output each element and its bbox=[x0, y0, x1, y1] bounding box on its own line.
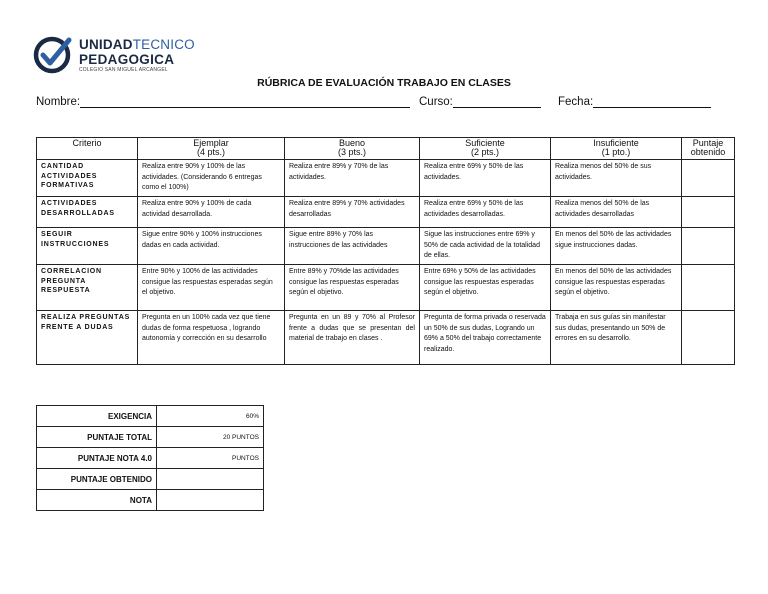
curso-field[interactable] bbox=[419, 95, 541, 108]
summary-row-exigencia bbox=[37, 406, 264, 427]
ejemplar-cell: Pregunta en un 100% cada vez que tiene dudas de forma respetuosa , logrando autonomía y corrección en su desarrollo bbox=[138, 311, 285, 365]
puntaje-cell[interactable] bbox=[682, 228, 735, 265]
puntaje-cell[interactable] bbox=[682, 265, 735, 311]
logo-colegio: COLEGIO SAN MIGUEL ARCANGEL bbox=[79, 67, 168, 73]
suficiente-cell: Pregunta de forma privada o reservada un 50% de sus dudas, Logrando un 69% a 50% del trabajo correctamente realizado. bbox=[420, 311, 551, 365]
logo-tecnico: TECNICO bbox=[132, 37, 195, 52]
header-ejemplar: Ejemplar (4 pts.) bbox=[138, 138, 285, 160]
bueno-cell: Entre 89% y 70%de las actividades consigue las respuestas esperadas según el objetivo. bbox=[285, 265, 420, 311]
curso-line[interactable] bbox=[453, 95, 541, 108]
criterio-cell: CANTIDAD ACTIVIDADES FORMATIVAS bbox=[37, 160, 138, 197]
fecha-label: Fecha: bbox=[558, 96, 594, 108]
table-row bbox=[37, 265, 735, 311]
table-row bbox=[37, 228, 735, 265]
logo-unidad: UNIDAD bbox=[79, 37, 133, 52]
insuficiente-cell: En menos del 50% de las actividades consigue las respuestas esperadas según el objetivo. bbox=[551, 265, 682, 311]
summary-row-nota bbox=[37, 490, 264, 511]
criterio-cell: CORRELACION PREGUNTA RESPUESTA bbox=[37, 265, 138, 311]
puntaje-total-value: 20 PUNTOS bbox=[157, 427, 264, 448]
puntaje-cell[interactable] bbox=[682, 197, 735, 228]
summary-row-puntaje-obtenido bbox=[37, 469, 264, 490]
fecha-line[interactable] bbox=[593, 95, 711, 108]
curso-label: Curso: bbox=[419, 96, 453, 108]
nombre-label: Nombre: bbox=[36, 96, 81, 108]
criterio-cell: SEGUIR INSTRUCCIONES bbox=[37, 228, 138, 265]
table-row bbox=[37, 160, 735, 197]
insuficiente-cell: Realiza menos del 50% de las actividades desarrolladas bbox=[551, 197, 682, 228]
insuficiente-cell: Realiza menos del 50% de sus actividades. bbox=[551, 160, 682, 197]
puntaje-obtenido-label: PUNTAJE OBTENIDO bbox=[37, 469, 157, 490]
insuficiente-cell: En menos del 50% de las actividades sigue instrucciones dadas. bbox=[551, 228, 682, 265]
header-suficiente: Suficiente (2 pts.) bbox=[420, 138, 551, 160]
header-bueno: Bueno (3 pts.) bbox=[285, 138, 420, 160]
nombre-field[interactable] bbox=[36, 95, 410, 108]
puntaje-cell[interactable] bbox=[682, 160, 735, 197]
unidad-tecnico-pedagogica-logo bbox=[33, 34, 195, 76]
fecha-field[interactable] bbox=[558, 95, 711, 108]
criterio-cell: ACTIVIDADES DESARROLLADAS bbox=[37, 197, 138, 228]
logo-pedagogica: PEDAGOGICA bbox=[79, 51, 175, 67]
checkmark-circle-logo-icon bbox=[33, 34, 73, 76]
bueno-cell: Realiza entre 89% y 70% actividades desarrolladas bbox=[285, 197, 420, 228]
header-insuficiente: Insuficiente (1 pto.) bbox=[551, 138, 682, 160]
rubric-header-row bbox=[37, 138, 735, 160]
bueno-cell: Sigue entre 89% y 70% las instrucciones de las actividades bbox=[285, 228, 420, 265]
ejemplar-cell: Realiza entre 90% y 100% de las actividades. (Considerando 6 entregas como el 100%) bbox=[138, 160, 285, 197]
document-title: RÚBRICA DE EVALUACIÓN TRABAJO EN CLASES bbox=[257, 77, 511, 89]
puntaje-total-label: PUNTAJE TOTAL bbox=[37, 427, 157, 448]
nota-label: NOTA bbox=[37, 490, 157, 511]
table-row bbox=[37, 311, 735, 365]
ejemplar-cell: Entre 90% y 100% de las actividades consigue las respuestas esperadas según el objetivo. bbox=[138, 265, 285, 311]
bueno-cell: Realiza entre 89% y 70% de las actividades. bbox=[285, 160, 420, 197]
header-puntaje: Puntaje obtenido bbox=[682, 138, 735, 160]
ejemplar-cell: Sigue entre 90% y 100% instrucciones dadas en cada actividad. bbox=[138, 228, 285, 265]
suficiente-cell: Sigue las instrucciones entre 69% y 50% de cada actividad de la totalidad de ellas. bbox=[420, 228, 551, 265]
bueno-cell: Pregunta en un 89 y 70% al Profesor frente a dudas que se presentan del material de trabajo en clases . bbox=[285, 311, 420, 365]
nombre-line[interactable] bbox=[80, 95, 410, 108]
puntaje-obtenido-value[interactable] bbox=[157, 469, 264, 490]
ejemplar-cell: Realiza entre 90% y 100% de cada actividad desarrollada. bbox=[138, 197, 285, 228]
header-criterio: Criterio bbox=[37, 138, 138, 160]
insuficiente-cell: Trabaja en sus guías sin manifestar sus dudas, presentando un 50% de errores en su desarrollo. bbox=[551, 311, 682, 365]
suficiente-cell: Entre 69% y 50% de las actividades consigue las respuestas esperadas según el objetivo. bbox=[420, 265, 551, 311]
puntaje-nota-label: PUNTAJE NOTA 4.0 bbox=[37, 448, 157, 469]
puntaje-nota-value: PUNTOS bbox=[157, 448, 264, 469]
exigencia-label: EXIGENCIA bbox=[37, 406, 157, 427]
logo-text bbox=[79, 38, 195, 73]
summary-row-puntaje-total bbox=[37, 427, 264, 448]
puntaje-cell[interactable] bbox=[682, 311, 735, 365]
rubric-table bbox=[36, 137, 735, 365]
summary-row-puntaje-nota bbox=[37, 448, 264, 469]
suficiente-cell: Realiza entre 69% y 50% de las actividades. bbox=[420, 160, 551, 197]
criterio-cell: REALIZA PREGUNTAS FRENTE A DUDAS bbox=[37, 311, 138, 365]
exigencia-value: 60% bbox=[157, 406, 264, 427]
table-row bbox=[37, 197, 735, 228]
suficiente-cell: Realiza entre 69% y 50% de las actividades desarrolladas. bbox=[420, 197, 551, 228]
summary-table bbox=[36, 405, 264, 511]
nota-value[interactable] bbox=[157, 490, 264, 511]
